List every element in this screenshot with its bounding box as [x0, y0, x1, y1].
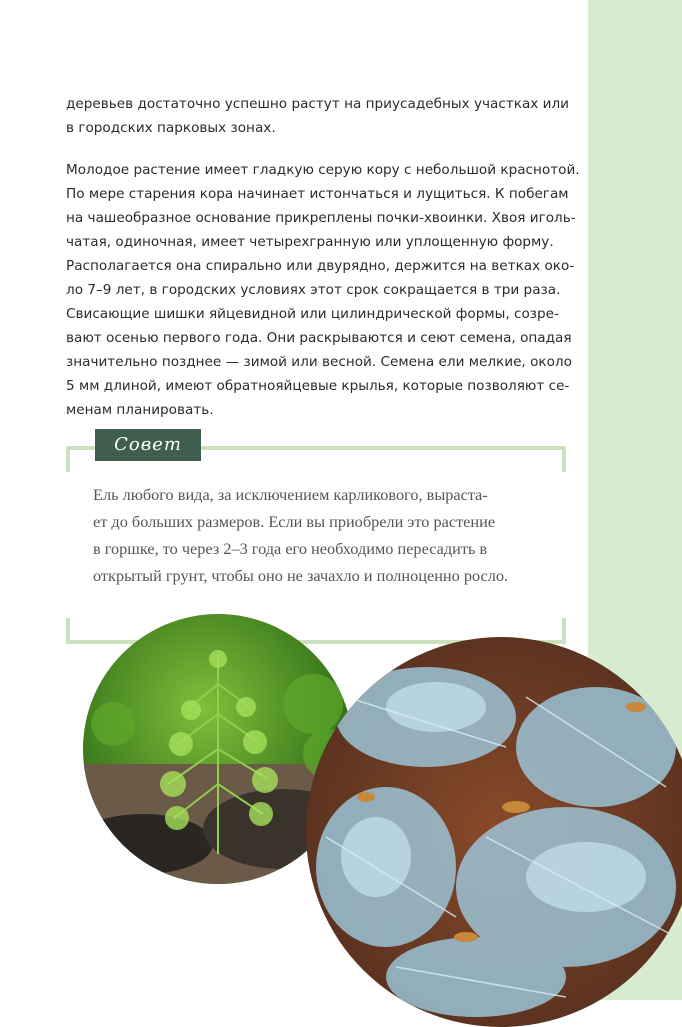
text-line: Молодое растение имеет гладкую серую кору с небольшой краснотой.	[66, 162, 580, 178]
tip-text	[93, 481, 553, 589]
paragraph-continued	[66, 92, 570, 140]
text-line: 5 мм длиной, имеют обратнояйцевые крылья, которые позволяют се-	[66, 378, 570, 394]
blue-spruce-photo	[306, 637, 682, 1027]
text-line: Свисающие шишки яйцевидной или цилиндрической формы, созре-	[66, 306, 559, 322]
text-line: вают осенью первого года. Они раскрываются и сеют семена, опадая	[66, 330, 572, 346]
text-line: на чашеобразное основание прикреплены почки-хвоинки. Хвоя иголь-	[66, 210, 576, 226]
text-line: ло 7–9 лет, в городских условиях этот срок сокращается в три раза.	[66, 282, 561, 298]
paragraph-bark-and-needles	[66, 158, 580, 422]
tip-line: в горшке, то через 2–3 года его необходимо пересадить в	[93, 539, 488, 558]
text-line: менам планировать.	[66, 402, 214, 418]
text-line: значительно позднее — зимой или весной. Семена ели мелкие, около	[66, 354, 572, 370]
tip-line: открытый грунт, чтобы оно не зачахло и полноценно росло.	[93, 566, 509, 585]
text-line: По мере старения кора начинает истончаться и лущиться. К побегам	[66, 186, 569, 202]
text-line: Располагается она спирально или двурядно, держится на ветках око-	[66, 258, 575, 274]
tip-line: ет до больших размеров. Если вы приобрели это растение	[93, 512, 496, 531]
text-line: чатая, одиночная, имеет четырехгранную или уплощенную форму.	[66, 234, 554, 250]
text-line: деревьев достаточно успешно растут на приусадебных участках или	[66, 96, 570, 112]
text-line: в городских парковых зонах.	[66, 120, 276, 136]
tip-badge: Совет	[95, 429, 201, 461]
tip-line: Ель любого вида, за исключением карликового, вырастa-	[93, 485, 488, 504]
